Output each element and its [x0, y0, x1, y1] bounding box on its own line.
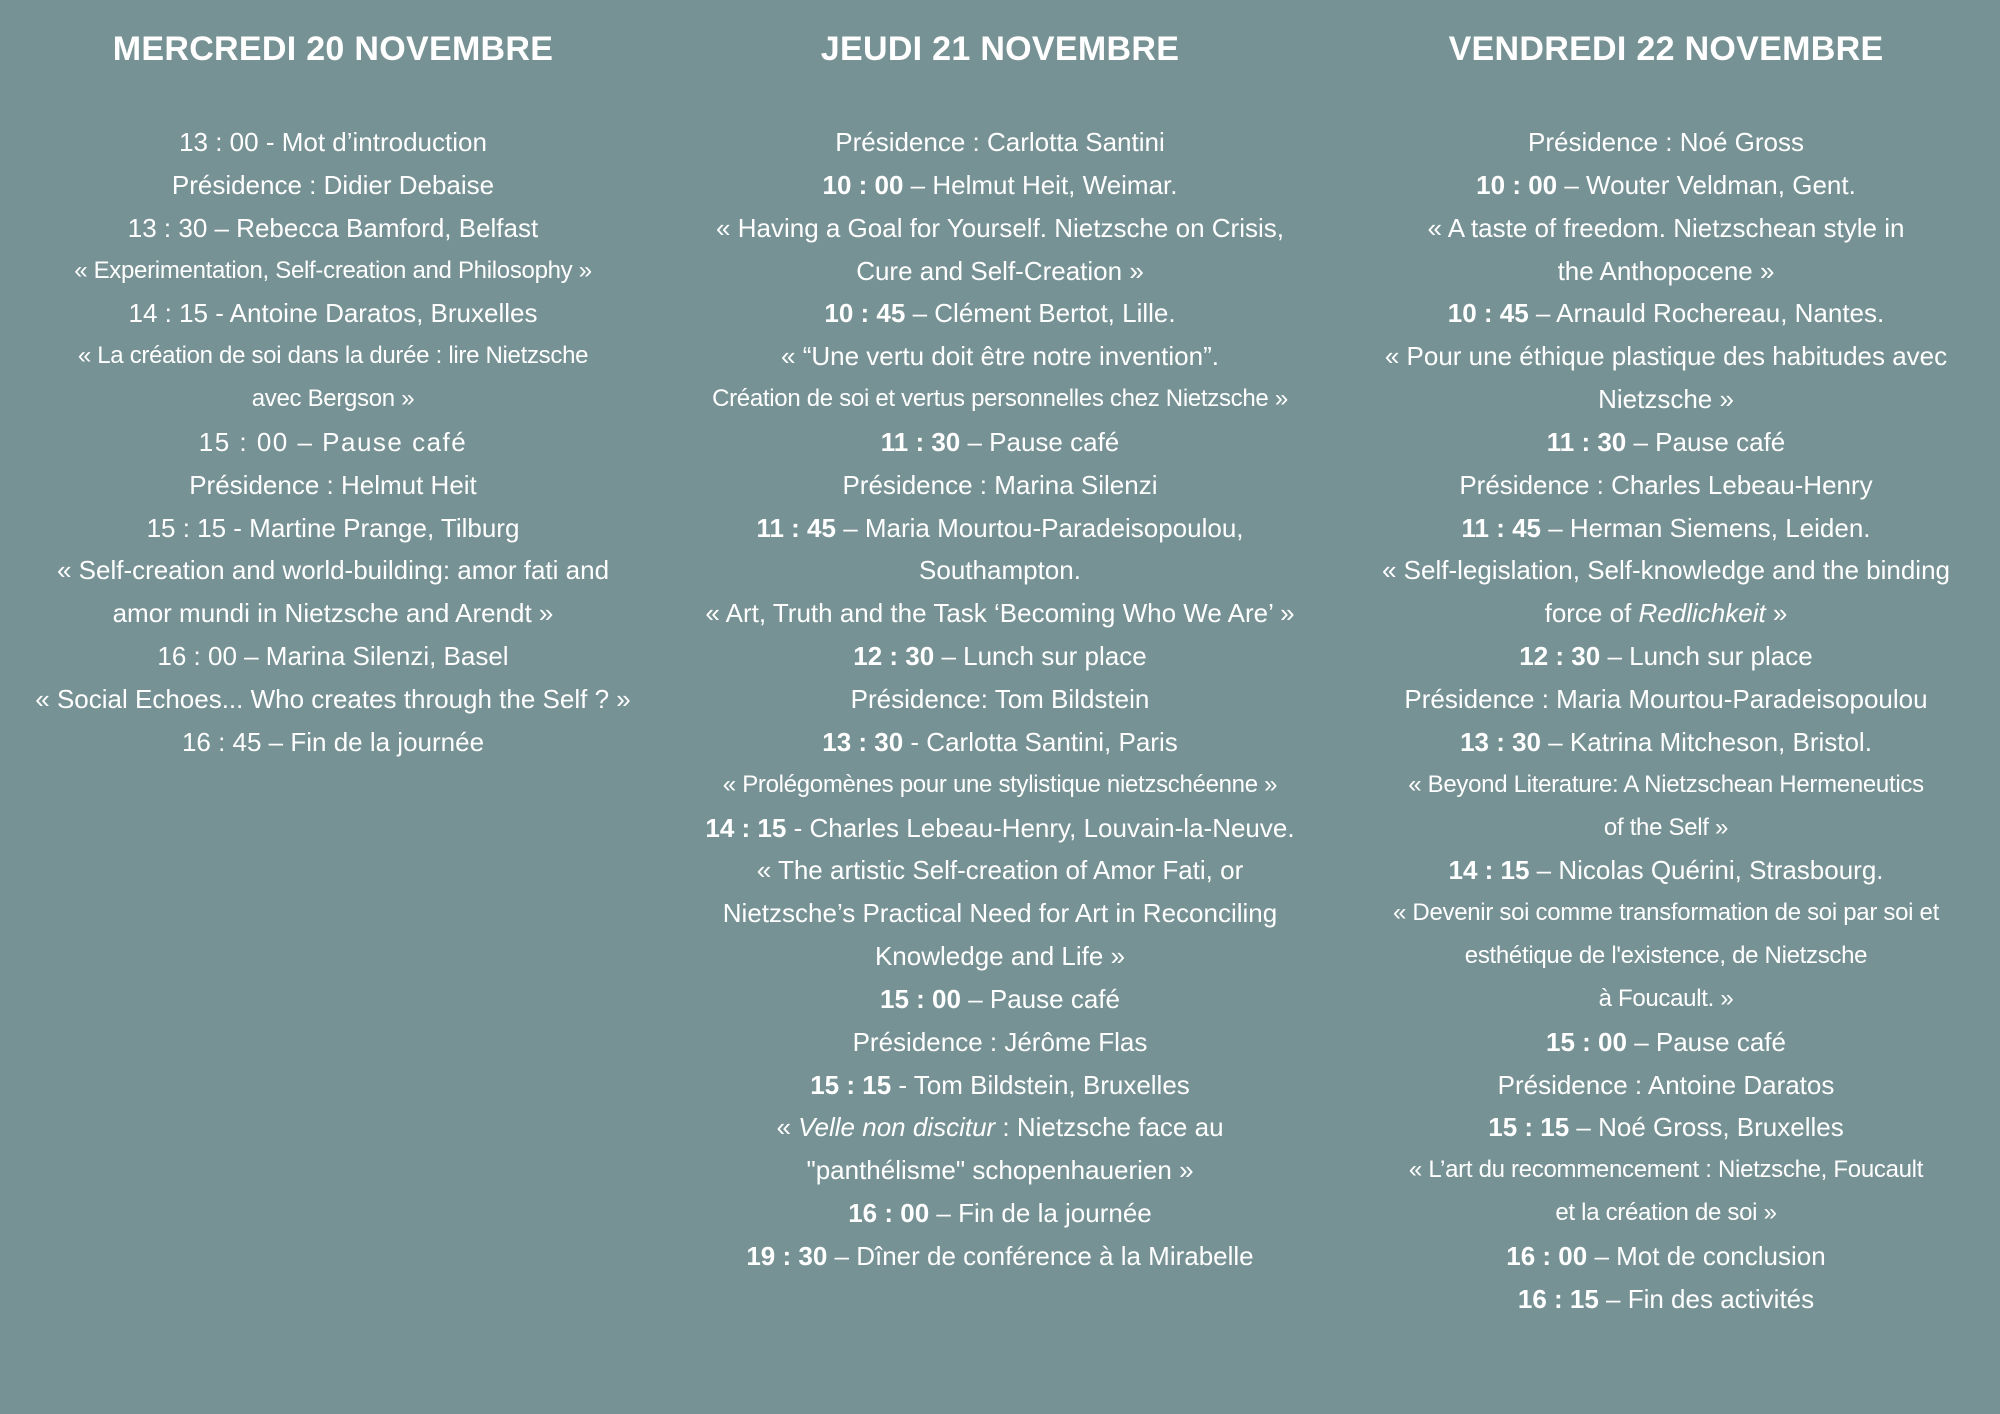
line-text: – Pause café — [960, 983, 1120, 1014]
line-text: 16 : 00 – Marina Silenzi, Basel — [157, 641, 509, 672]
schedule-list — [670, 121, 1330, 1278]
line-text: – Herman Siemens, Leiden. — [1541, 512, 1871, 543]
line-text: – Lunch sur place — [1600, 641, 1813, 672]
line-text: 15 : 15 - Martine Prange, Tilburg — [146, 512, 520, 543]
line-text: force of — [1544, 598, 1639, 629]
line-text: – Fin des activités — [1598, 1283, 1815, 1314]
schedule-line — [1336, 635, 1996, 678]
line-text: – Lunch sur place — [934, 641, 1147, 672]
line-text: « A taste of freedom. Nietzschean style in — [1427, 212, 1905, 243]
schedule-line — [3, 207, 663, 250]
schedule-line — [1336, 892, 1996, 935]
session-time: 15 : 00 — [880, 983, 961, 1014]
line-text: esthétique de l'existence, de Nietzsche — [1464, 942, 1868, 970]
line-text: – Pause café — [960, 426, 1120, 457]
schedule-line — [1336, 207, 1996, 250]
schedule-line — [1336, 292, 1996, 335]
schedule-line — [670, 250, 1330, 293]
line-text: – Noé Gross, Bruxelles — [1569, 1112, 1844, 1143]
line-text: Nietzsche’s Practical Need for Art in Reconciling — [722, 898, 1278, 929]
session-time: 16 : 00 — [848, 1198, 930, 1229]
line-text-end: : Nietzsche face au — [995, 1112, 1224, 1143]
session-time: 14 : 15 — [705, 812, 787, 843]
schedule-line — [670, 1106, 1330, 1149]
schedule-line — [1336, 978, 1996, 1021]
schedule-line — [1336, 1235, 1996, 1278]
line-text: 16 : 45 – Fin de la journée — [181, 726, 485, 757]
schedule-line — [670, 721, 1330, 764]
line-text: Présidence : Maria Mourtou-Paradeisopoulou — [1404, 683, 1928, 714]
line-text: Présidence: Tom Bildstein — [850, 683, 1150, 714]
schedule-line — [3, 507, 663, 550]
line-text: Présidence : Didier Debaise — [171, 169, 495, 200]
schedule-line — [670, 764, 1330, 807]
schedule-line — [670, 121, 1330, 164]
schedule-line — [670, 1149, 1330, 1192]
schedule-line — [1336, 721, 1996, 764]
line-text: avec Bergson » — [251, 385, 415, 413]
session-time: 15 : 15 — [1488, 1112, 1570, 1143]
schedule-line — [670, 849, 1330, 892]
line-text: Création de soi et vertus personnelles chez Nietzsche » — [712, 385, 1288, 413]
schedule-line — [1336, 464, 1996, 507]
schedule-line — [1336, 507, 1996, 550]
schedule-line — [1336, 250, 1996, 293]
line-text: – Pause café — [1626, 1026, 1786, 1057]
schedule-line — [670, 335, 1330, 378]
line-text: – Nicolas Quérini, Strasbourg. — [1529, 855, 1884, 886]
schedule-line — [3, 635, 663, 678]
line-text: Présidence : Helmut Heit — [189, 469, 477, 500]
line-text: « Prolégomènes pour une stylistique nietzschéenne » — [722, 770, 1278, 798]
session-time: 11 : 45 — [756, 512, 836, 543]
line-text: the Anthopocene » — [1557, 255, 1775, 286]
line-text: « Self-legislation, Self-knowledge and the binding — [1381, 555, 1951, 586]
schedule-line — [1336, 164, 1996, 207]
schedule-line — [670, 464, 1330, 507]
line-text: « L’art du recommencement : Nietzsche, Foucault — [1408, 1156, 1924, 1184]
line-text: Cure and Self-Creation » — [856, 255, 1144, 286]
line-text: – Helmut Heit, Weimar. — [903, 169, 1178, 200]
schedule-line — [1336, 1192, 1996, 1235]
line-text: « Devenir soi comme transformation de soi par soi et — [1393, 899, 1939, 927]
line-text: – Clément Bertot, Lille. — [905, 298, 1176, 329]
line-text: « — [776, 1112, 799, 1143]
italic-title: Redlichkeit — [1638, 598, 1766, 629]
session-time: 11 : 30 — [880, 426, 961, 457]
line-text: 13 : 00 - Mot d’introduction — [179, 127, 487, 157]
schedule-line — [670, 164, 1330, 207]
schedule-line — [3, 250, 663, 293]
session-time: 15 : 15 — [810, 1069, 892, 1100]
schedule-line — [3, 592, 663, 635]
line-text: – Dîner de conférence à la Mirabelle — [827, 1240, 1254, 1271]
schedule-line — [1336, 1149, 1996, 1192]
line-text: 13 : 30 – Rebecca Bamford, Belfast — [127, 212, 539, 243]
schedule-line — [3, 335, 663, 378]
schedule-line — [670, 807, 1330, 850]
schedule-line — [1336, 1106, 1996, 1149]
line-text: « Pour une éthique plastique des habitudes avec — [1384, 341, 1948, 372]
session-time: 12 : 30 — [1519, 641, 1601, 672]
schedule-line — [1336, 1064, 1996, 1107]
schedule-line — [1336, 807, 1996, 850]
line-text: 14 : 15 - Antoine Daratos, Bruxelles — [128, 298, 538, 329]
line-text: « Self-creation and world-building: amor fati and — [56, 555, 610, 586]
line-text: Présidence : Jérôme Flas — [852, 1026, 1148, 1057]
line-text: 15 : 00 – Pause café — [198, 426, 468, 457]
line-text: « Beyond Literature: A Nietzschean Hermeneutics — [1408, 770, 1924, 798]
line-text: Présidence : Charles Lebeau-Henry — [1459, 469, 1873, 500]
line-text: Présidence : Carlotta Santini — [835, 127, 1165, 157]
schedule-line — [670, 1192, 1330, 1235]
schedule-list — [1336, 121, 1996, 1321]
session-time: 11 : 30 — [1546, 426, 1627, 457]
line-text: – Pause café — [1626, 426, 1786, 457]
day-title: JEUDI 21 NOVEMBRE — [820, 30, 1180, 68]
line-text: - Charles Lebeau-Henry, Louvain-la-Neuve. — [786, 812, 1295, 843]
line-text: « The artistic Self-creation of Amor Fati, or — [756, 855, 1244, 886]
line-text: "panthélisme" schopenhauerien » — [806, 1155, 1194, 1186]
line-text: Présidence : Antoine Daratos — [1497, 1069, 1835, 1100]
session-time: 10 : 00 — [1476, 169, 1558, 200]
line-text: et la création de soi » — [1555, 1199, 1777, 1227]
schedule-list — [3, 121, 663, 764]
schedule-line — [3, 421, 663, 464]
line-text: « “Une vertu doit être notre invention”. — [781, 341, 1219, 372]
session-time: 13 : 30 — [1460, 726, 1542, 757]
day-title: MERCREDI 20 NOVEMBRE — [112, 30, 554, 68]
schedule-line — [670, 207, 1330, 250]
schedule-line — [3, 678, 663, 721]
schedule-line — [3, 121, 663, 164]
schedule-line — [3, 378, 663, 421]
line-text: – Fin de la journée — [929, 1198, 1152, 1229]
line-text: Présidence : Noé Gross — [1527, 127, 1804, 157]
session-time: 19 : 30 — [746, 1240, 828, 1271]
schedule-line — [1336, 1021, 1996, 1064]
schedule-line — [670, 592, 1330, 635]
session-time: 14 : 15 — [1448, 855, 1530, 886]
schedule-line — [670, 935, 1330, 978]
line-text: « Social Echoes... Who creates through the Self ? » — [35, 683, 631, 714]
line-text: Knowledge and Life » — [874, 941, 1126, 972]
line-text: – Wouter Veldman, Gent. — [1557, 169, 1856, 200]
schedule-line — [670, 507, 1330, 550]
line-text: – Katrina Mitcheson, Bristol. — [1541, 726, 1872, 757]
session-time: 10 : 45 — [1447, 298, 1529, 329]
schedule-line — [1336, 849, 1996, 892]
session-time: 16 : 00 — [1506, 1240, 1588, 1271]
schedule-line — [1336, 335, 1996, 378]
schedule-line — [670, 978, 1330, 1021]
schedule-line — [670, 635, 1330, 678]
schedule-line — [1336, 764, 1996, 807]
schedule-line — [1336, 378, 1996, 421]
line-text: of the Self » — [1603, 813, 1729, 841]
line-text: – Maria Mourtou-Paradeisopoulou, — [835, 512, 1244, 543]
italic-title: Velle non discitur — [798, 1112, 996, 1143]
schedule-line — [1336, 592, 1996, 635]
schedule-line — [1336, 1278, 1996, 1321]
line-text: - Carlotta Santini, Paris — [903, 726, 1178, 757]
line-text: « Experimentation, Self-creation and Philosophy » — [74, 256, 592, 284]
line-text: Southampton. — [919, 555, 1081, 586]
session-time: 10 : 45 — [824, 298, 906, 329]
line-text: « Art, Truth and the Task ‘Becoming Who We Are’ » — [705, 598, 1295, 629]
schedule-line — [1336, 549, 1996, 592]
line-text: – Arnauld Rochereau, Nantes. — [1528, 298, 1885, 329]
day-title: VENDREDI 22 NOVEMBRE — [1448, 30, 1884, 68]
session-time: 11 : 45 — [1461, 512, 1541, 543]
schedule-line — [1336, 421, 1996, 464]
schedule-line — [670, 378, 1330, 421]
schedule-line — [670, 421, 1330, 464]
schedule-line — [670, 678, 1330, 721]
session-time: 10 : 00 — [822, 169, 904, 200]
session-time: 16 : 15 — [1517, 1283, 1599, 1314]
schedule-line — [1336, 678, 1996, 721]
line-text: « La création de soi dans la durée : lire Nietzsche — [77, 342, 589, 370]
session-time: 13 : 30 — [822, 726, 904, 757]
schedule-line — [670, 1235, 1330, 1278]
line-text: – Mot de conclusion — [1587, 1240, 1826, 1271]
session-time: 12 : 30 — [853, 641, 935, 672]
schedule-line — [1336, 121, 1996, 164]
schedule-line — [1336, 935, 1996, 978]
schedule-line — [3, 292, 663, 335]
line-text: « Having a Goal for Yourself. Nietzsche on Crisis, — [716, 212, 1284, 243]
schedule-line — [670, 892, 1330, 935]
schedule-line — [3, 549, 663, 592]
line-text: - Tom Bildstein, Bruxelles — [891, 1069, 1190, 1100]
line-text: amor mundi in Nietzsche and Arendt » — [112, 598, 554, 629]
schedule-line — [670, 292, 1330, 335]
line-text-end: » — [1765, 598, 1788, 629]
line-text: à Foucault. » — [1598, 984, 1734, 1012]
schedule-line — [3, 721, 663, 764]
schedule-line — [670, 549, 1330, 592]
schedule-line — [3, 164, 663, 207]
schedule-line — [3, 464, 663, 507]
schedule-line — [670, 1064, 1330, 1107]
session-time: 15 : 00 — [1546, 1026, 1627, 1057]
schedule-line — [670, 1021, 1330, 1064]
line-text: Présidence : Marina Silenzi — [842, 469, 1158, 500]
line-text: Nietzsche » — [1598, 384, 1734, 415]
